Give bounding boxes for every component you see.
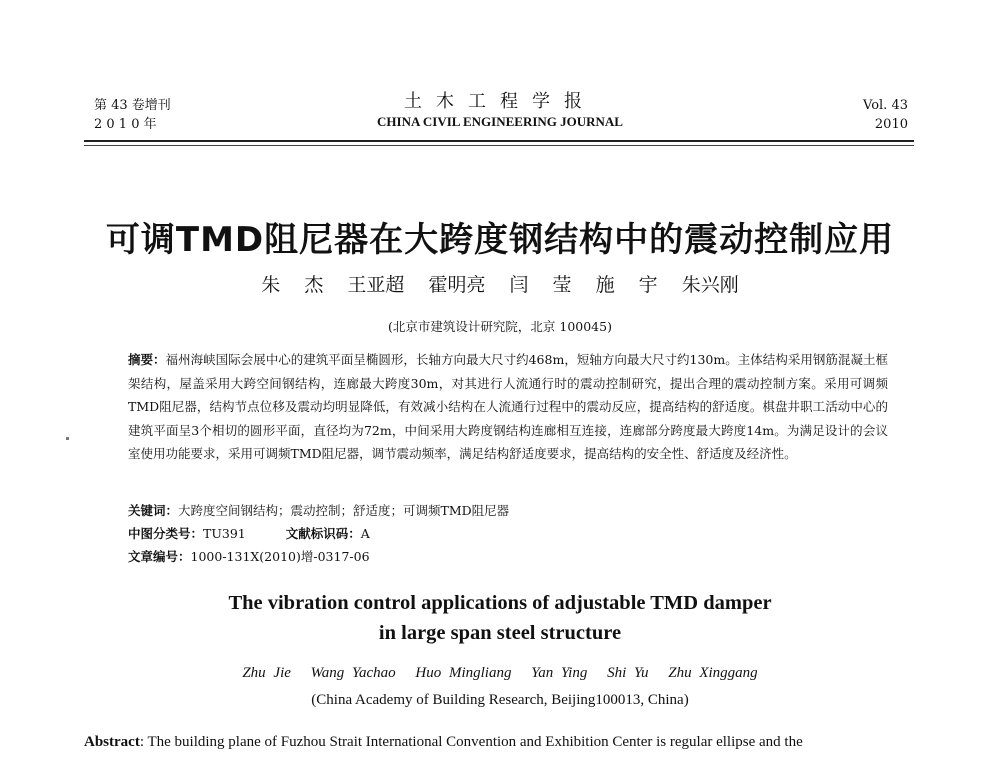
journal-header [0, 92, 1000, 131]
year-en: 2010 [874, 117, 908, 132]
abstract-en-text: : The building plane of Fuzhou Strait International Convention and Exhibition Center is regular ellipse and the [139, 734, 803, 750]
article-number-label: 文章编号： [128, 549, 191, 564]
abstract-cn-text: 福州海峡国际会展中心的建筑平面呈椭圆形，长轴方向最大尺寸约468m，短轴方向最大尺寸约130m。主体结构采用钢筋混凝土框架结构，屋盖采用大跨空间钢结构，连廊最大跨度30m，对其进行人流通行时的震动控制研究，提出合理的震动控制方案。采用可调频TMD阻尼器，结构节点位移及震动均明显降低，有效减小结构在人流通行过程中的震动反应，提高结构的舒适度。棋盘井职工活动中心的建筑平面呈3个相切的圆形平面，直径均为72m，中间采用大跨度钢结构连廊相互连接，连廊部分跨度最大跨度14m。为满足设计的会议室使用功能要求，采用可调频TMD阻尼器，调节震动频率，满足结构舒适度要求，提高结构的安全性、舒适度及经济性。 [128, 352, 888, 461]
affiliation-cn: (北京市建筑设计研究院，北京 100045) [388, 319, 612, 334]
authors-cn [0, 270, 1000, 297]
author-cn: 朱兴刚 [681, 274, 739, 296]
author-en: Shi Yu [607, 665, 649, 681]
author-en: Zhu Xinggang [668, 665, 758, 681]
keywords-cn-label: 关键词： [128, 503, 179, 518]
article-number [128, 547, 370, 565]
abstract-cn [128, 348, 888, 466]
author-en: Yan Ying [531, 665, 588, 681]
keywords-cn-text: 大跨度空间钢结构；震动控制；舒适度；可调频TMD阻尼器 [178, 503, 510, 518]
author-cn: 闫 莹 [509, 274, 572, 296]
author-en: Zhu Jie [242, 665, 291, 681]
paper-title-cn: 可调TMD阻尼器在大跨度钢结构中的震动控制应用 [105, 220, 895, 260]
header-right [863, 96, 908, 134]
scan-speck [66, 437, 69, 440]
authors-en [0, 665, 1000, 682]
paper-title-en-line: in large span steel structure [378, 622, 622, 644]
doc-code: A [360, 526, 370, 541]
author-en: Wang Yachao [310, 665, 396, 681]
paper-title-en-line: The vibration control applications of adjustable TMD damper [228, 592, 772, 614]
classification [128, 524, 370, 542]
volume-cn: 第 43 卷增刊 [94, 98, 171, 113]
abstract-cn-label: 摘要： [128, 352, 166, 367]
journal-name-cn: 土木工程学报 [404, 91, 596, 112]
journal-name-en: CHINA CIVIL ENGINEERING JOURNAL [377, 114, 623, 129]
header-rule-thick [84, 140, 914, 142]
author-cn: 王亚超 [347, 274, 405, 296]
clc-label: 中图分类号： [128, 526, 204, 541]
author-cn: 霍明亮 [428, 274, 486, 296]
affiliation-en: (China Academy of Building Research, Beijing100013, China) [311, 692, 689, 708]
abstract-en-label: Abstract [84, 734, 140, 750]
article-number-text: 1000-131X(2010)增-0317-06 [190, 549, 370, 564]
keywords-cn [128, 501, 509, 519]
author-cn: 施 宇 [595, 274, 658, 296]
year-cn: 2 0 1 0 年 [94, 117, 157, 132]
abstract-en [84, 730, 916, 754]
clc-code: TU391 [203, 526, 246, 541]
header-rule-thin [84, 145, 914, 146]
volume-en: Vol. 43 [863, 98, 908, 113]
paper-title-en [0, 588, 1000, 648]
author-cn: 朱 杰 [261, 274, 324, 296]
doc-code-label: 文献标识码： [285, 526, 361, 541]
author-en: Huo Mingliang [415, 665, 512, 681]
